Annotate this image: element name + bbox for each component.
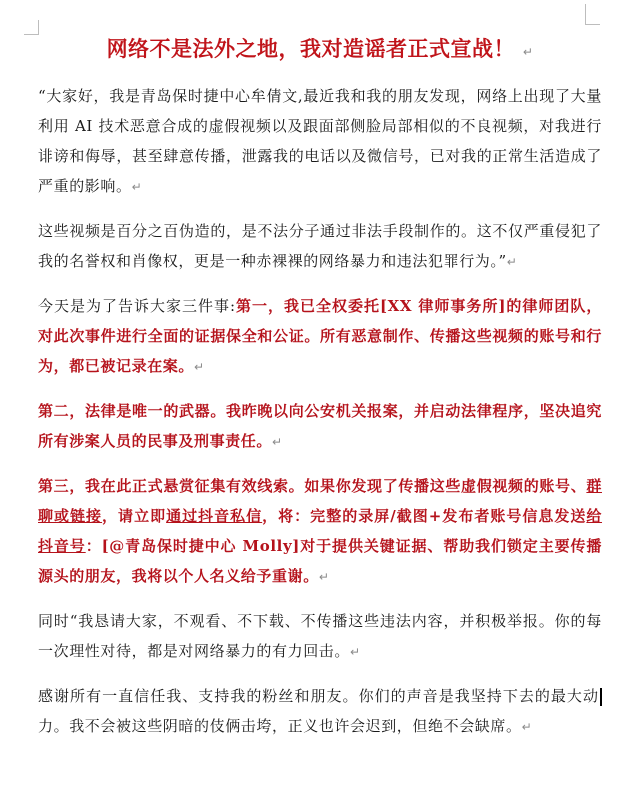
paragraph-6[interactable] xyxy=(38,606,602,667)
paragraph-3-lead: 今天是为了告诉大家三件事: xyxy=(38,297,236,315)
document-title[interactable] xyxy=(38,34,602,67)
paragraph-6-text: 同时“我恳请大家，不观看、不下载、不传播这些违法内容，并积极举报。你的每一次理性对待，都是对网络暴力的有力回击。 xyxy=(38,612,602,660)
paragraph-2-text: 这些视频是百分之百伪造的，是不法分子通过非法手段制作的。这不仅严重侵犯了我的名誉权和肖像权，更是一种赤裸裸的网络暴力和违法犯罪行为。” xyxy=(38,222,602,270)
page-corner-mark xyxy=(24,20,39,35)
paragraph-3[interactable] xyxy=(38,291,602,382)
paragraph-mark-icon: ↵ xyxy=(350,645,361,659)
paragraph-4-text: 第二，法律是唯一的武器。我昨晚以向公安机关报案，并启动法律程序，坚决追究所有涉案人员的民事及刑事责任。 xyxy=(38,402,602,450)
paragraph-7-text-b: 力。我不会被这些阴暗的伎俩击垮，正义也许会迟到，但绝不会缺席。 xyxy=(38,717,522,735)
paragraph-5-text-c: ，请立即 xyxy=(102,507,167,525)
paragraph-mark-icon: ↵ xyxy=(272,435,283,449)
paragraph-5-underlined-private-message: 通过抖音私信 xyxy=(166,507,263,525)
paragraph-3-red-text: 第一，我已全权委托[XX 律师事务所]的律师团队，对此次事件进行全面的证据保全和公证。所有恶意制作、传播这些视频的账号和行为，都已被记录在案。 xyxy=(38,297,602,375)
paragraph-mark-icon: ↵ xyxy=(522,45,534,59)
paragraph-1-text: “大家好，我是青岛保时捷中心牟倩文,最近我和我的朋友发现，网络上出现了大量利用 AI 技术恶意合成的虚假视频以及跟面部侧脸局部相似的不良视频，对我进行诽谤和侮辱，甚至肆意传播，泄露我的电话以及微信号，已对我的正常生活造成了严重的影响。 xyxy=(38,87,602,195)
paragraph-mark-icon: ↵ xyxy=(318,570,330,584)
paragraph-5-underlined-group-link: 群聊或链接 xyxy=(38,477,602,525)
paragraph-4[interactable] xyxy=(38,396,602,457)
paragraph-mark-icon: ↵ xyxy=(194,360,205,374)
paragraph-5-text-e: ，将：完整的录屏/截图+发布者账号信息发送 xyxy=(262,507,587,525)
paragraph-5[interactable] xyxy=(38,471,602,592)
paragraph-mark-icon: ↵ xyxy=(506,255,518,269)
text-cursor-icon xyxy=(600,688,602,706)
paragraph-5-text-g: ：[@青岛保时捷中心 Molly]对于提供关键证据、帮助我们锁定主要传播源头的朋友，我将以个人名义给予重谢。 xyxy=(38,537,602,585)
paragraph-mark-icon: ↵ xyxy=(131,180,143,194)
paragraph-7-text-a: 感谢所有一直信任我、支持我的粉丝和朋友。你们的声音是我坚持下去的最大动 xyxy=(38,687,599,705)
paragraph-7[interactable] xyxy=(38,681,602,742)
paragraph-2[interactable] xyxy=(38,216,602,277)
page-corner-mark xyxy=(585,4,600,25)
paragraph-mark-icon: ↵ xyxy=(521,720,533,734)
title-text: 网络不是法外之地，我对造谣者正式宣战！ xyxy=(106,36,516,61)
paragraph-5-underlined-douyin-account: 给抖音号 xyxy=(38,507,603,555)
paragraph-1[interactable] xyxy=(38,81,602,202)
paragraph-5-text-a: 第三，我在此正式悬赏征集有效线索。如果你发现了传播这些虚假视频的账号、 xyxy=(38,477,587,495)
